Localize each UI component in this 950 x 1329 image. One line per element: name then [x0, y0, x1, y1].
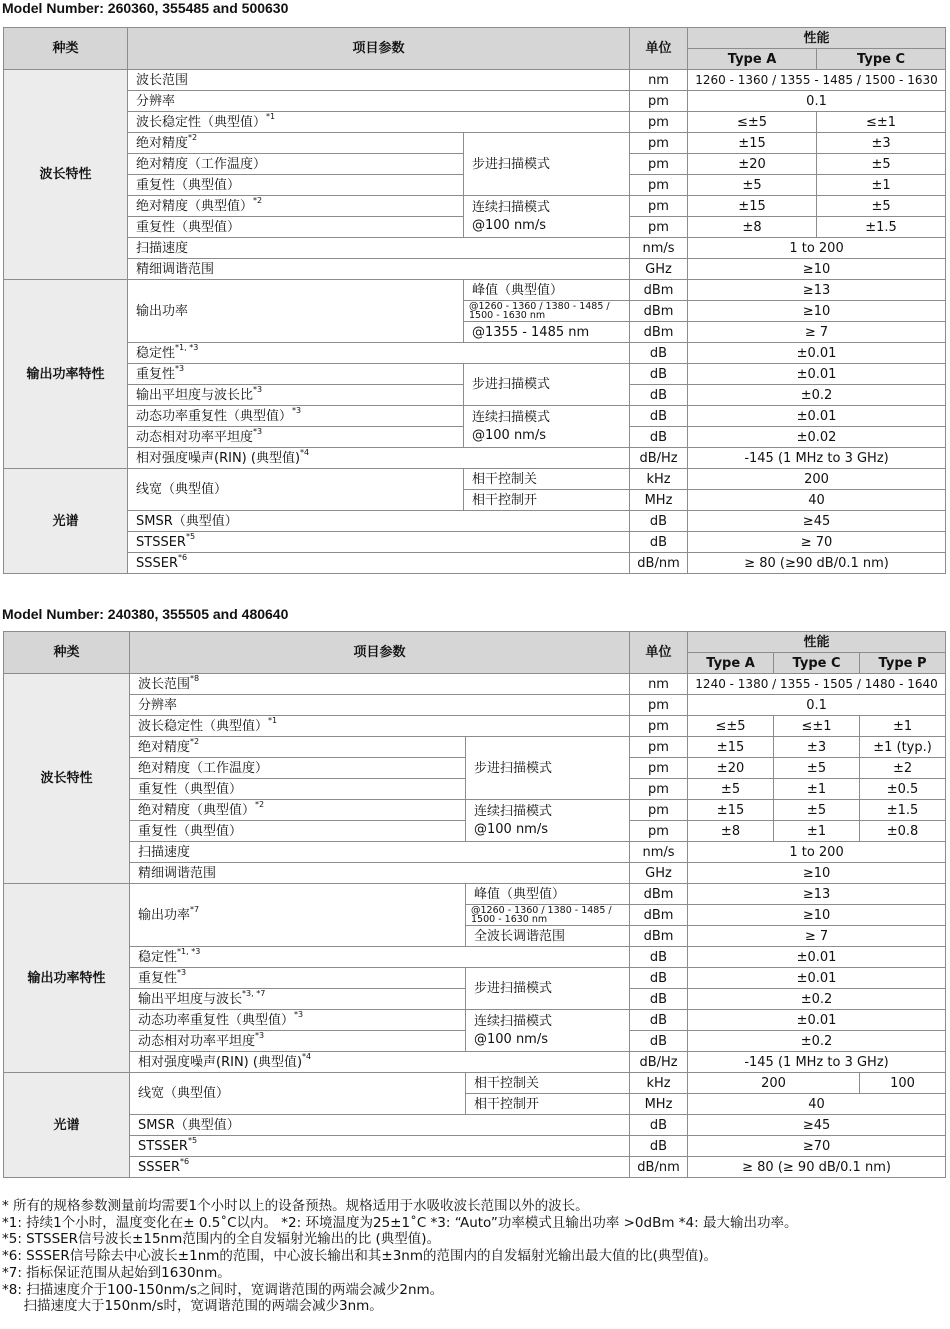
value-cell: 1 to 200	[688, 842, 946, 863]
unit-cell: pm	[630, 133, 688, 154]
model-number-2: Model Number: 240380, 355505 and 480640	[2, 606, 289, 622]
unit-cell: dB	[630, 511, 688, 532]
value-cell: ≤±1	[774, 716, 860, 737]
unit-cell: dB	[630, 947, 688, 968]
header-unit: 单位	[630, 632, 688, 674]
param-name: 输出平坦度与波长比$^{*3}$	[128, 385, 464, 406]
value-cell: ±0.01	[688, 1010, 946, 1031]
unit-cell: MHz	[630, 490, 688, 511]
mode-step-scan: 步进扫描模式	[464, 364, 630, 406]
unit-cell: dB	[630, 989, 688, 1010]
value-cell: ≥45	[688, 511, 946, 532]
unit-cell: pm	[630, 91, 688, 112]
param-name: 绝对精度（典型值）$^{*2}$	[130, 800, 466, 821]
value-cell: ±0.5	[860, 779, 946, 800]
value-cell: ±0.01	[688, 406, 946, 427]
unit-cell: pm	[630, 112, 688, 133]
param-name: 重复性（典型值）	[128, 217, 464, 238]
unit-cell: pm	[630, 175, 688, 196]
param-name: 重复性$^{*3}$	[130, 968, 466, 989]
value-cell: ±0.01	[688, 947, 946, 968]
unit-cell: nm/s	[630, 238, 688, 259]
value-cell: ±1.5	[860, 800, 946, 821]
value-cell: ±1	[774, 821, 860, 842]
unit-cell: pm	[630, 737, 688, 758]
param-name: 相对强度噪声(RIN) (典型值)$^{*4}$	[128, 448, 630, 469]
unit-cell: dB/nm	[630, 553, 688, 574]
param-name: 输出平坦度与波长$^{*3, *7}$	[130, 989, 466, 1010]
param-name: SMSR（典型值）	[128, 511, 630, 532]
spec-table-1	[3, 27, 946, 574]
param-name: 重复性（典型值）	[130, 821, 466, 842]
value-cell: ±2	[860, 758, 946, 779]
unit-cell: dB	[630, 1031, 688, 1052]
header-type-c: Type C	[817, 49, 946, 70]
unit-cell: dB	[630, 343, 688, 364]
header-type-c: Type C	[774, 653, 860, 674]
category-spectrum: 光谱	[4, 1073, 130, 1178]
category-output-power: 输出功率特性	[4, 280, 128, 469]
unit-cell: dB	[630, 968, 688, 989]
value-cell: ≥ 7	[688, 926, 946, 947]
param-name: 绝对精度（工作温度）	[128, 154, 464, 175]
sub-condition: 峰值（典型值）	[466, 884, 630, 905]
category-spectrum: 光谱	[4, 469, 128, 574]
value-cell: ±0.01	[688, 364, 946, 385]
value-cell: ±20	[688, 154, 817, 175]
value-cell: ±15	[688, 800, 774, 821]
unit-cell: dB	[630, 1010, 688, 1031]
unit-cell: dBm	[630, 926, 688, 947]
header-type-a: Type A	[688, 653, 774, 674]
param-name: 绝对精度（工作温度）	[130, 758, 466, 779]
value-cell: ±3	[774, 737, 860, 758]
unit-cell: dB/Hz	[630, 1052, 688, 1073]
value-cell: ≥13	[688, 884, 946, 905]
header-parameter: 项目参数	[130, 632, 630, 674]
param-name: 输出功率$^{*7}$	[130, 884, 466, 947]
value-cell: ±5	[817, 196, 946, 217]
value-cell: ±0.8	[860, 821, 946, 842]
value-cell: ±0.2	[688, 385, 946, 406]
footnote: *7: 指标保证范围从起始到1630nm。	[2, 1264, 231, 1281]
footnote: * 所有的规格参数测量前均需要1个小时以上的设备预热。规格适用于水吸收波长范围以外的波长。	[2, 1198, 589, 1214]
param-name: 输出功率	[128, 280, 464, 343]
mode-continuous-scan: 连续扫描模式 @100 nm/s	[464, 196, 630, 238]
value-cell: ≤±1	[817, 112, 946, 133]
category-wavelength: 波长特性	[4, 674, 130, 884]
param-name: 扫描速度	[130, 842, 630, 863]
param-name: 扫描速度	[128, 238, 630, 259]
mode-step-scan: 步进扫描模式	[466, 737, 630, 800]
sub-condition: @1260 - 1360 / 1380 - 1485 / 1500 - 1630 nm	[464, 301, 630, 322]
param-name: 波长范围	[128, 70, 630, 91]
value-cell: 100	[860, 1073, 946, 1094]
value-cell: ±1	[817, 175, 946, 196]
unit-cell: nm	[630, 674, 688, 695]
unit-cell: dB/Hz	[630, 448, 688, 469]
value-cell: ≥10	[688, 301, 946, 322]
category-wavelength: 波长特性	[4, 70, 128, 280]
sub-condition: 相干控制关	[466, 1073, 630, 1094]
mode-step-scan: 步进扫描模式	[466, 968, 630, 1010]
unit-cell: dBm	[630, 905, 688, 926]
unit-cell: pm	[630, 196, 688, 217]
value-cell: ±5	[817, 154, 946, 175]
unit-cell: dB	[630, 385, 688, 406]
unit-cell: dB	[630, 364, 688, 385]
param-name: 重复性（典型值）	[130, 779, 466, 800]
header-category: 种类	[4, 28, 128, 70]
sub-condition: 相干控制关	[464, 469, 630, 490]
param-name: 绝对精度（典型值）$^{*2}$	[128, 196, 464, 217]
unit-cell: GHz	[630, 863, 688, 884]
value-cell: 200	[688, 1073, 860, 1094]
unit-cell: pm	[630, 217, 688, 238]
param-name: 动态相对功率平坦度$^{*3}$	[130, 1031, 466, 1052]
value-cell: ±0.01	[688, 968, 946, 989]
value-cell: ≥10	[688, 259, 946, 280]
value-cell: ≤±5	[688, 112, 817, 133]
unit-cell: pm	[630, 779, 688, 800]
value-cell: -145 (1 MHz to 3 GHz)	[688, 1052, 946, 1073]
header-performance: 性能	[688, 28, 946, 49]
param-name: SMSR（典型值）	[130, 1115, 630, 1136]
value-cell: ≥45	[688, 1115, 946, 1136]
header-category: 种类	[4, 632, 130, 674]
value-cell: ±3	[817, 133, 946, 154]
header-parameter: 项目参数	[128, 28, 630, 70]
value-cell: 0.1	[688, 695, 946, 716]
param-name: 波长范围$^{*8}$	[130, 674, 630, 695]
value-cell: ±15	[688, 196, 817, 217]
param-name: 精细调谐范围	[128, 259, 630, 280]
param-name: 动态功率重复性（典型值）$^{*3}$	[130, 1010, 466, 1031]
unit-cell: dB	[630, 406, 688, 427]
param-name: 重复性$^{*3}$	[128, 364, 464, 385]
footnote: *8: 扫描速度介于100-150nm/s之间时，宽调谐范围的两端会减少2nm。	[2, 1281, 444, 1298]
param-name: 分辨率	[128, 91, 630, 112]
unit-cell: kHz	[630, 1073, 688, 1094]
header-unit: 单位	[630, 28, 688, 70]
unit-cell: dBm	[630, 322, 688, 343]
param-name: 波长稳定性（典型值）$^{*1}$	[128, 112, 630, 133]
footnote: *1: 持续1个小时，温度变化在± 0.5˚C以内。 *2: 环境温度为25±1˚C *3: “Auto”功率模式且输出功率 >0dBm *4: 最大输出功率。	[2, 1214, 798, 1231]
unit-cell: pm	[630, 716, 688, 737]
param-name: 精细调谐范围	[130, 863, 630, 884]
sub-condition: 峰值（典型值）	[464, 280, 630, 301]
value-cell: ≥ 80 (≥90 dB/0.1 nm)	[688, 553, 946, 574]
unit-cell: pm	[630, 800, 688, 821]
sub-condition: 相干控制开	[466, 1094, 630, 1115]
header-type-p: Type P	[860, 653, 946, 674]
value-cell: 0.1	[688, 91, 946, 112]
unit-cell: dB/nm	[630, 1157, 688, 1178]
value-cell: ±5	[688, 779, 774, 800]
unit-cell: dB	[630, 427, 688, 448]
sub-condition: 相干控制开	[464, 490, 630, 511]
param-name: 相对强度噪声(RIN) (典型值)$^{*4}$	[130, 1052, 630, 1073]
param-name: 重复性（典型值）	[128, 175, 464, 196]
unit-cell: nm	[630, 70, 688, 91]
value-cell: ±1 (typ.)	[860, 737, 946, 758]
value-cell: ≥70	[688, 1136, 946, 1157]
unit-cell: dBm	[630, 301, 688, 322]
unit-cell: pm	[630, 154, 688, 175]
value-cell: ±5	[774, 758, 860, 779]
param-name: SSSER$^{*6}$	[128, 553, 630, 574]
value-cell: 1260 - 1360 / 1355 - 1485 / 1500 - 1630	[688, 70, 946, 91]
value-cell: ±5	[774, 800, 860, 821]
param-name: 线宽（典型值）	[130, 1073, 466, 1115]
value-cell: ±8	[688, 217, 817, 238]
unit-cell: pm	[630, 695, 688, 716]
value-cell: ±8	[688, 821, 774, 842]
model-number-1: Model Number: 260360, 355485 and 500630	[2, 0, 289, 16]
param-name: 分辨率	[130, 695, 630, 716]
value-cell: ≥ 7	[688, 322, 946, 343]
category-output-power: 输出功率特性	[4, 884, 130, 1073]
param-name: 绝对精度$^{*2}$	[128, 133, 464, 154]
sub-condition: 全波长调谐范围	[466, 926, 630, 947]
param-name: 稳定性$^{*1, *3}$	[130, 947, 630, 968]
value-cell: ±5	[688, 175, 817, 196]
mode-step-scan: 步进扫描模式	[464, 133, 630, 196]
param-name: 稳定性$^{*1, *3}$	[128, 343, 630, 364]
unit-cell: nm/s	[630, 842, 688, 863]
value-cell: ≥13	[688, 280, 946, 301]
value-cell: 1 to 200	[688, 238, 946, 259]
unit-cell: dB	[630, 532, 688, 553]
spec-table-2	[3, 631, 946, 1178]
header-performance: 性能	[688, 632, 946, 653]
value-cell: 200	[688, 469, 946, 490]
unit-cell: MHz	[630, 1094, 688, 1115]
value-cell: ±0.2	[688, 989, 946, 1010]
value-cell: 40	[688, 490, 946, 511]
sub-condition: @1260 - 1360 / 1380 - 1485 / 1500 - 1630 nm	[466, 905, 630, 926]
param-name: 波长稳定性（典型值）$^{*1}$	[130, 716, 630, 737]
value-cell: ±0.02	[688, 427, 946, 448]
value-cell: ±15	[688, 133, 817, 154]
footnotes	[2, 1198, 797, 1315]
param-name: 绝对精度$^{*2}$	[130, 737, 466, 758]
unit-cell: dBm	[630, 884, 688, 905]
unit-cell: kHz	[630, 469, 688, 490]
value-cell: ±15	[688, 737, 774, 758]
unit-cell: pm	[630, 758, 688, 779]
value-cell: ±1	[774, 779, 860, 800]
value-cell: ±0.01	[688, 343, 946, 364]
mode-continuous-scan: 连续扫描模式 @100 nm/s	[466, 1010, 630, 1052]
value-cell: 40	[688, 1094, 946, 1115]
param-name: STSSER$^{*5}$	[128, 532, 630, 553]
value-cell: ≥10	[688, 905, 946, 926]
value-cell: ±0.2	[688, 1031, 946, 1052]
unit-cell: GHz	[630, 259, 688, 280]
param-name: 动态功率重复性（典型值）$^{*3}$	[128, 406, 464, 427]
param-name: 动态相对功率平坦度$^{*3}$	[128, 427, 464, 448]
unit-cell: dB	[630, 1115, 688, 1136]
footnote: *6: SSSER信号除去中心波长±1nm的范围，中心波长输出和其±3nm的范围内的自发辐射光输出最大值的比(典型值)。	[2, 1248, 718, 1265]
header-type-a: Type A	[688, 49, 817, 70]
footnote: 扫描速度大于150nm/s时，宽调谐范围的两端会减少3nm。	[2, 1298, 383, 1315]
value-cell: ±1.5	[817, 217, 946, 238]
sub-condition: @1355 - 1485 nm	[464, 322, 630, 343]
value-cell: -145 (1 MHz to 3 GHz)	[688, 448, 946, 469]
unit-cell: dB	[630, 1136, 688, 1157]
unit-cell: dBm	[630, 280, 688, 301]
value-cell: ≥10	[688, 863, 946, 884]
value-cell: ±1	[860, 716, 946, 737]
value-cell: ≥ 80 (≥ 90 dB/0.1 nm)	[688, 1157, 946, 1178]
value-cell: ≥ 70	[688, 532, 946, 553]
value-cell: ≤±5	[688, 716, 774, 737]
param-name: STSSER$^{*5}$	[130, 1136, 630, 1157]
param-name: 线宽（典型值）	[128, 469, 464, 511]
mode-continuous-scan: 连续扫描模式 @100 nm/s	[466, 800, 630, 842]
value-cell: ±20	[688, 758, 774, 779]
mode-continuous-scan: 连续扫描模式 @100 nm/s	[464, 406, 630, 448]
value-cell: 1240 - 1380 / 1355 - 1505 / 1480 - 1640	[688, 674, 946, 695]
footnote: *5: STSSER信号波长±15nm范围内的全自发辐射光输出的比 (典型值)。	[2, 1231, 441, 1248]
unit-cell: pm	[630, 821, 688, 842]
param-name: SSSER$^{*6}$	[130, 1157, 630, 1178]
